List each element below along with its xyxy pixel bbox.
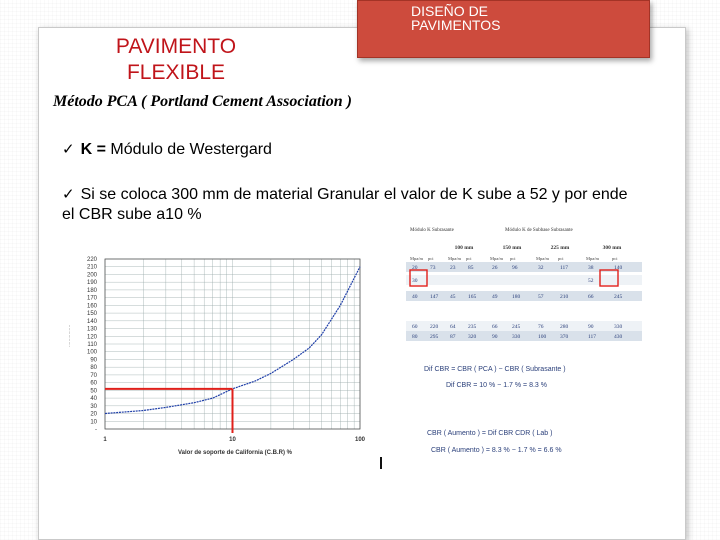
table-cell: 330 [512,334,521,340]
table-cell: 32 [538,265,544,271]
formula-3: CBR ( Aumento ) = Dif CBR CDR ( Lab ) [427,430,553,437]
table-cell: 96 [512,265,518,271]
table-cell: 23 [450,265,456,271]
header-box-text: DISEÑO DE PAVIMENTOS [411,3,501,33]
table-cell: 64 [450,324,456,330]
checkmark-icon: ✓ [62,141,75,158]
y-tick-label: 150 [86,311,97,318]
table-cell: 280 [560,324,569,330]
y-tick-label: 120 [86,334,97,341]
y-tick-label: 30 [90,403,97,410]
table-cell: 49 [492,294,498,300]
formula-2: Dif CBR = 10 % − 1.7 % = 8.3 % [446,382,547,389]
table-cell: 57 [538,294,544,300]
table-cell: 140 [614,265,623,271]
table-cell: 370 [560,334,569,340]
table-row-bg [406,291,642,301]
table-cell: 85 [468,265,474,271]
table-cell: 40 [412,294,418,300]
y-tick-label: 70 [90,372,97,379]
cbr-k-chart [58,247,388,469]
table-cell: 100 [538,334,547,340]
table-cell: 235 [468,324,477,330]
unit-header: pci [428,256,434,261]
table-cell: 87 [450,334,456,340]
thickness-header: 300 mm [602,245,622,251]
table-cell: 245 [512,324,521,330]
table-cell: 330 [614,324,623,330]
table-cell: 117 [560,265,569,271]
method-subtitle: Método PCA ( Portland Cement Association ) [53,93,352,110]
table-cell: 117 [588,334,597,340]
y-tick-label: 20 [90,411,97,418]
thickness-header: 150 mm [502,245,522,251]
table-cell: 66 [492,324,498,330]
table-cell: 30 [412,278,418,284]
thickness-header: 225 mm [550,245,570,251]
thickness-header: 100 mm [454,245,474,251]
y-tick-label: 80 [90,365,97,372]
table-cell: 180 [512,294,521,300]
y-tick-label: 100 [86,349,97,356]
unit-header: Mpa/m [536,256,549,261]
y-tick-label: 140 [86,318,97,325]
chart-edge-mark [380,457,382,469]
y-tick-label: 180 [86,287,97,294]
table-cell: 90 [588,324,594,330]
table-cell: 73 [430,265,436,271]
unit-header: pci [558,256,564,261]
table-cell: 147 [430,294,439,300]
formula-1: Dif CBR = CBR ( PCA ) − CBR ( Subrasante ) [424,366,566,373]
x-axis-label: Valor de soporte de California (C.B.R) % [177,450,293,456]
table-cell: 76 [538,324,544,330]
y-tick-label: 160 [86,303,97,310]
y-tick-label: 190 [86,280,97,287]
y-tick-label: 10 [90,419,97,426]
table-header-group: Módulo K de Subbase Subrasante [505,228,573,233]
table-cell: 245 [614,294,623,300]
y-tick-label: 50 [90,388,97,395]
bullet-granular [62,185,642,225]
unit-header: Mpa/m [448,256,461,261]
y-tick-label: 130 [86,326,97,333]
chart-background [58,247,388,469]
y-tick-label: 60 [90,380,97,387]
y-tick-label: 210 [86,264,97,271]
unit-header: pci [612,256,618,261]
y-tick-label: - [95,427,97,433]
table-cell: 60 [412,324,418,330]
y-tick-label: 200 [86,272,97,279]
unit-header: pci [510,256,516,261]
table-cell: 80 [412,334,418,340]
table-cell: 66 [588,294,594,300]
unit-header: pci [466,256,472,261]
table-row-bg [406,275,642,285]
formula-4: CBR ( Aumento ) = 8.3 % − 1.7 % = 6.6 % [431,447,562,454]
table-cell: 38 [588,265,594,271]
checkmark-icon: ✓ [62,186,75,203]
unit-header: Mpa/m [410,256,423,261]
bullet-k-term: K = [80,141,106,158]
x-tick-label: 100 [354,437,366,443]
table-cell: 26 [492,265,498,271]
y-tick-label: 90 [90,357,97,364]
y-tick-label: 40 [90,396,97,403]
table-cell: 90 [492,334,498,340]
table-row-bg [406,321,642,331]
y-axis-label: ................ [66,324,72,347]
bullet-k [62,140,272,160]
k-values-table [400,222,645,344]
table-cell: 210 [560,294,569,300]
table-cell: 45 [450,294,456,300]
table-cell: 430 [614,334,623,340]
table-cell: 52 [588,278,594,284]
y-tick-label: 110 [87,342,97,348]
table-cell: 295 [430,334,439,340]
table-cell: 320 [468,334,477,340]
table-cell: 220 [430,324,439,330]
table-row-bg [406,331,642,341]
unit-header: Mpa/m [586,256,599,261]
bullet-granular-text: Si se coloca 300 mm de material Granular el valor de K sube a 52 y por ende el CBR sube a10 % [62,186,628,223]
y-tick-label: 220 [86,257,97,263]
slide-heading: PAVIMENTO FLEXIBLE [115,35,237,84]
x-tick-label: 1 [103,437,107,443]
table-header-k: Módulo K Subrasante [410,228,454,233]
table-cell: 20 [412,265,418,271]
y-tick-label: 170 [86,295,97,302]
unit-header: Mpa/m [490,256,503,261]
x-tick-label: 10 [229,437,236,443]
bullet-k-text: Módulo de Westergard [105,141,272,158]
table-cell: 165 [468,294,477,300]
